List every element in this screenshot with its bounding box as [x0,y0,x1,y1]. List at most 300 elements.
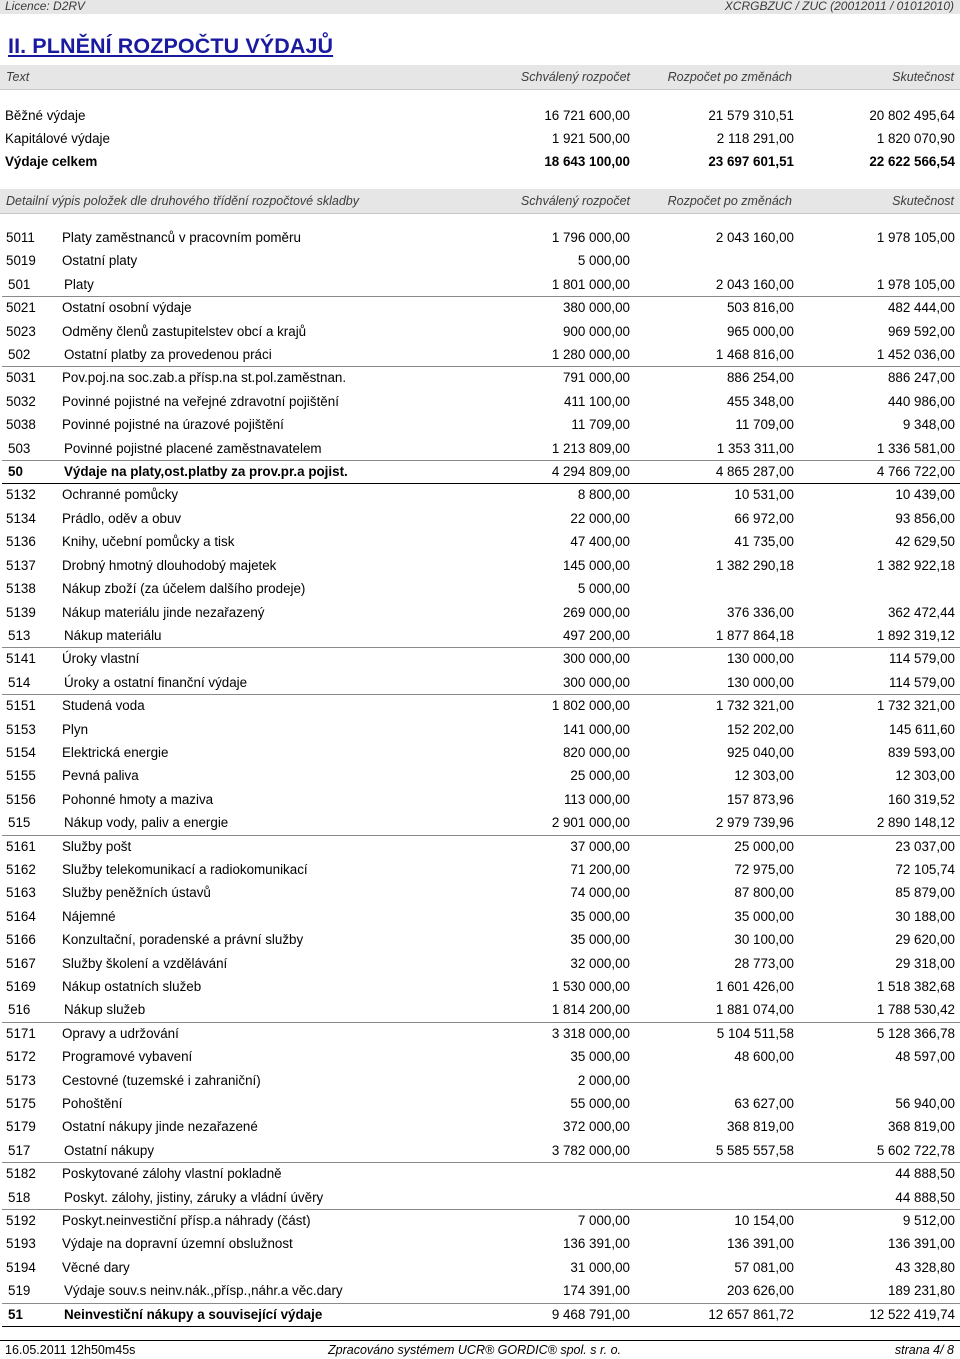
row-approved: 820 000,00 [562,744,630,760]
row-actual: 1 518 382,68 [876,979,955,994]
row-actual: 43 328,80 [895,1259,955,1275]
row-code: 5137 [6,557,36,573]
row-adjusted: 5 585 557,58 [715,1142,794,1158]
row-name: Cestovné (tuzemské i zahraniční) [62,1072,261,1088]
row-approved: 2 000,00 [577,1072,630,1088]
row-actual: 1 978 105,00 [876,230,955,245]
licence-label: Licence: D2RV [5,0,85,13]
row-name: Odměny členů zastupitelstev obcí a krajů [62,323,307,339]
summary-label: Běžné výdaje [5,108,86,123]
row-actual: 30 188,00 [895,908,955,924]
row-adjusted: 1 732 321,00 [715,698,794,714]
row-name: Platy zaměstnanců v pracovním poměru [62,230,301,245]
row-adjusted: 28 773,00 [734,955,794,971]
page-title: II. PLNĚNÍ ROZPOČTU VÝDAJŮ [8,34,334,58]
row-approved: 55 000,00 [570,1096,630,1112]
row-approved: 35 000,00 [570,1049,630,1065]
row-adjusted: 1 468 816,00 [715,347,794,363]
row-adjusted: 12 303,00 [734,768,794,784]
row-code: 513 [8,627,31,643]
row-adjusted: 455 348,00 [726,393,794,409]
page-footer [0,1340,960,1359]
row-name: Služby telekomunikací a radiokomunikací [62,861,308,877]
row-approved: 74 000,00 [570,885,630,901]
table-row [0,532,960,555]
row-adjusted: 2 979 739,96 [715,815,794,831]
row-name: Povinné pojistné placené zaměstnavatelem [64,440,322,456]
table-row [0,228,960,251]
row-code: 5171 [6,1025,36,1041]
row-code: 5153 [6,721,36,737]
row-name: Úroky a ostatní finanční výdaje [64,674,248,690]
report-top-bar [0,0,960,14]
row-name: Nákup zboží (za účelem dalšího prodeje) [62,581,306,597]
row-approved: 141 000,00 [562,721,630,737]
row-approved: 1 213 809,00 [551,440,630,456]
table-subtotal-row [0,345,960,368]
row-adjusted: 87 800,00 [734,885,794,901]
row-code: 5164 [6,908,36,924]
row-adjusted: 368 819,00 [726,1119,794,1135]
row-actual: 362 472,44 [887,604,955,620]
row-code: 5136 [6,534,36,550]
table-row [0,696,960,719]
row-name: Služby peněžních ústavů [62,885,211,901]
row-adjusted: 5 104 511,58 [716,1025,794,1041]
row-code: 5031 [6,370,36,386]
row-adjusted: 203 626,00 [726,1283,794,1299]
row-approved: 35 000,00 [570,908,630,924]
row-code: 502 [8,347,31,363]
row-approved: 900 000,00 [562,323,630,339]
summary-adjusted: 23 697 601,51 [708,154,794,169]
row-actual: 886 247,00 [887,370,955,386]
row-actual: 23 037,00 [895,838,955,854]
summary-header-actual: Skutečnost [892,70,954,84]
row-approved: 1 801 000,00 [551,276,630,292]
summary-label: Výdaje celkem [5,154,98,169]
table-subtotal-row [0,1000,960,1023]
row-name: Drobný hmotný dlouhodobý majetek [62,557,277,573]
row-code: 5182 [6,1166,36,1182]
table-row [0,251,960,274]
row-actual: 5 128 366,78 [876,1025,955,1041]
row-name: Služby školení a vzdělávání [62,955,228,971]
row-code: 501 [8,276,31,292]
row-adjusted: 376 336,00 [726,604,794,620]
row-name: Úroky vlastní [62,651,140,667]
row-actual: 56 940,00 [895,1096,955,1112]
row-name: Pohoštění [62,1096,123,1112]
row-adjusted: 35 000,00 [734,908,794,924]
row-name: Výdaje souv.s neinv.nák.,přísp.,náhr.a věc.dary [64,1283,343,1299]
row-code: 5179 [6,1119,36,1135]
row-approved: 47 400,00 [570,534,630,550]
table-row [0,298,960,321]
row-actual: 48 597,00 [895,1049,955,1065]
detail-header-actual: Skutečnost [892,194,954,208]
row-adjusted: 66 972,00 [734,510,794,526]
row-adjusted: 2 043 160,00 [715,276,794,292]
table-subtotal-row [0,1281,960,1304]
row-name: Nákup materiálu jinde nezařazený [62,604,265,620]
row-code: 5156 [6,791,36,807]
row-actual: 93 856,00 [895,510,955,526]
row-actual: 114 579,00 [888,651,955,667]
row-code: 5175 [6,1096,36,1112]
row-actual: 1 978 105,00 [876,276,955,292]
summary-header-approved: Schválený rozpočet [520,70,630,84]
row-name: Konzultační, poradenské a právní služby [62,932,304,948]
table-row [0,556,960,579]
row-approved: 7 000,00 [577,1213,630,1229]
summary-actual: 20 802 495,64 [869,108,955,123]
row-actual: 482 444,00 [887,300,955,316]
row-actual: 29 318,00 [895,955,955,971]
table-row [0,579,960,602]
summary-adjusted: 21 579 310,51 [708,108,794,123]
row-actual: 42 629,50 [895,534,955,550]
table-row [0,415,960,438]
row-approved: 1 280 000,00 [551,347,630,363]
row-adjusted: 130 000,00 [726,674,794,690]
row-adjusted: 965 000,00 [726,323,794,339]
row-approved: 35 000,00 [570,932,630,948]
summary-approved: 1 921 500,00 [551,131,630,146]
table-row [0,485,960,508]
table-row [0,1071,960,1094]
row-code: 5193 [6,1236,36,1252]
row-adjusted: 48 600,00 [734,1049,794,1065]
table-row [0,368,960,391]
row-name: Ostatní nákupy jinde nezařazené [62,1119,258,1135]
table-row [0,1211,960,1234]
row-code: 516 [8,1002,31,1018]
row-code: 503 [8,440,31,456]
row-approved: 300 000,00 [562,651,630,667]
row-code: 518 [8,1189,31,1205]
row-name: Ostatní osobní výdaje [62,300,192,316]
row-code: 514 [8,674,31,690]
table-row [0,392,960,415]
row-adjusted: 136 391,00 [726,1236,794,1252]
summary-approved: 16 721 600,00 [544,108,630,123]
row-name: Programové vybavení [62,1049,193,1065]
row-approved: 9 468 791,00 [551,1306,630,1322]
row-name: Nákup materiálu [64,627,162,643]
row-approved: 1 802 000,00 [551,698,630,714]
row-approved: 2 901 000,00 [551,815,630,831]
row-approved: 791 000,00 [562,370,630,386]
row-approved: 1 814 200,00 [551,1002,630,1018]
report-code-label: XCRGBZUC / ZUC (20012011 / 01012010) [724,0,954,13]
row-code: 517 [8,1142,31,1158]
row-actual: 9 512,00 [902,1213,955,1229]
row-approved: 372 000,00 [562,1119,630,1135]
row-actual: 29 620,00 [895,932,955,948]
row-name: Povinné pojistné na veřejné zdravotní pojištění [62,393,339,409]
table-row [0,766,960,789]
row-actual: 44 888,50 [895,1189,955,1205]
row-actual: 12 303,00 [895,768,955,784]
row-adjusted: 11 709,00 [735,417,794,433]
row-name: Výdaje na platy,ost.platby za prov.pr.a pojist. [64,464,348,480]
table-row [0,1094,960,1117]
row-adjusted: 4 865 287,00 [715,464,794,480]
row-code: 5161 [6,838,36,854]
row-code: 5194 [6,1259,36,1275]
row-name: Plyn [62,721,89,737]
row-actual: 85 879,00 [895,885,955,901]
row-actual: 969 592,00 [887,323,955,339]
row-actual: 368 819,00 [887,1119,955,1135]
table-subtotal-row [0,1141,960,1164]
row-approved: 136 391,00 [562,1236,630,1252]
row-code: 5169 [6,979,36,994]
row-name: Opravy a udržování [62,1025,179,1041]
row-adjusted: 12 657 861,72 [708,1306,794,1322]
row-approved: 411 100,00 [563,393,630,409]
table-row [0,883,960,906]
row-adjusted: 1 881 074,00 [715,1002,794,1018]
summary-row-current [0,108,960,130]
table-row [0,1024,960,1047]
row-code: 5167 [6,955,36,971]
summary-header-adjusted: Rozpočet po změnách [667,70,792,84]
row-approved: 113 000,00 [563,791,630,807]
row-code: 5032 [6,393,36,409]
summary-label: Kapitálové výdaje [5,131,110,146]
row-name: Elektrická energie [62,744,169,760]
row-adjusted: 503 816,00 [726,300,794,316]
row-actual: 1 892 319,12 [876,627,955,643]
row-actual: 4 766 722,00 [876,464,955,480]
table-subtotal-row [0,439,960,462]
row-adjusted: 886 254,00 [726,370,794,386]
row-name: Pohonné hmoty a maziva [62,791,214,807]
detail-header [0,189,960,214]
row-code: 5134 [6,510,36,526]
row-name: Neinvestiční nákupy a související výdaje [64,1306,323,1322]
row-approved: 5 000,00 [577,581,630,597]
row-actual: 440 986,00 [887,393,955,409]
row-code: 5162 [6,861,36,877]
summary-adjusted: 2 118 291,00 [716,131,794,146]
row-code: 5172 [6,1049,36,1065]
row-adjusted: 1 601 426,00 [715,979,794,994]
row-adjusted: 10 154,00 [734,1213,794,1229]
row-code: 515 [8,815,31,831]
row-actual: 1 382 922,18 [876,557,955,573]
footer-timestamp: 16.05.2011 12h50m45s [5,1343,136,1357]
table-subtotal-row [0,813,960,836]
table-row [0,954,960,977]
row-code: 5163 [6,885,36,901]
row-code: 5011 [6,230,35,245]
table-row [0,649,960,672]
row-actual: 5 602 722,78 [876,1142,955,1158]
row-name: Pevná paliva [62,768,139,784]
table-row [0,790,960,813]
row-actual: 2 890 148,12 [876,815,955,831]
row-code: 5166 [6,932,36,948]
row-name: Prádlo, oděv a obuv [62,510,182,526]
row-name: Ostatní platy [62,253,138,269]
row-actual: 44 888,50 [895,1166,955,1182]
table-row [0,743,960,766]
row-code: 5021 [6,300,36,316]
row-approved: 5 000,00 [577,253,630,269]
summary-actual: 1 820 070,90 [876,131,955,146]
row-name: Služby pošt [62,838,132,854]
row-code: 5173 [6,1072,36,1088]
row-approved: 25 000,00 [570,768,630,784]
footer-page-number: strana 4/ 8 [894,1343,954,1357]
row-actual: 12 522 419,74 [869,1306,955,1322]
row-name: Nájemné [62,908,116,924]
row-adjusted: 10 531,00 [734,487,794,503]
row-adjusted: 72 975,00 [734,861,794,877]
row-name: Nákup ostatních služeb [62,979,202,994]
table-row [0,720,960,743]
row-approved: 1 530 000,00 [551,979,630,994]
row-actual: 160 319,52 [887,791,955,807]
row-code: 5038 [6,417,36,433]
table-row [0,322,960,345]
row-approved: 11 709,00 [571,417,630,433]
row-actual: 9 348,00 [902,417,955,433]
row-code: 519 [8,1283,31,1299]
detail-header-adjusted: Rozpočet po změnách [667,194,792,208]
row-code: 5192 [6,1213,36,1229]
row-approved: 3 318 000,00 [551,1025,630,1041]
row-adjusted: 2 043 160,00 [715,230,794,245]
row-approved: 71 200,00 [570,861,630,877]
summary-header [0,65,960,90]
row-actual: 839 593,00 [887,744,955,760]
row-adjusted: 157 873,96 [726,791,794,807]
row-actual: 1 732 321,00 [876,698,955,714]
row-code: 5141 [6,651,36,667]
row-code: 5154 [6,744,36,760]
row-actual: 72 105,74 [895,861,955,877]
table-row [0,603,960,626]
row-name: Věcné dary [62,1259,130,1275]
row-name: Poskyt.neinvestiční přísp.a náhrady (část) [62,1213,311,1229]
row-approved: 31 000,00 [570,1259,630,1275]
table-row [0,1234,960,1257]
row-code: 5132 [6,487,36,503]
row-adjusted: 41 735,00 [734,534,794,550]
row-approved: 8 800,00 [577,487,630,503]
table-subtotal-row [0,275,960,298]
table-subtotal-row [0,626,960,649]
row-actual: 189 231,80 [887,1283,955,1299]
summary-row-total [0,154,960,176]
detail-header-text: Detailní výpis položek dle druhového třídění rozpočtové skladby [6,194,359,208]
row-name: Výdaje na dopravní územní obslužnost [62,1236,293,1252]
table-row [0,930,960,953]
row-adjusted: 925 040,00 [726,744,794,760]
row-approved: 22 000,00 [570,510,630,526]
row-approved: 497 200,00 [562,627,630,643]
row-approved: 1 796 000,00 [551,230,630,245]
table-subtotal-row [0,1188,960,1211]
row-adjusted: 63 627,00 [734,1096,794,1112]
table-row [0,509,960,532]
footer-processed-by: Zpracováno systémem UCR® GORDIC® spol. s r. o. [328,1343,622,1357]
table-group-total-row [0,462,960,485]
row-approved: 32 000,00 [570,955,630,971]
table-row [0,837,960,860]
table-row [0,1117,960,1140]
row-actual: 10 439,00 [895,487,955,503]
table-row [0,907,960,930]
summary-header-text: Text [6,70,30,84]
row-adjusted: 30 100,00 [734,932,794,948]
row-actual: 1 788 530,42 [876,1002,955,1018]
table-group-total-row [0,1305,960,1328]
row-name: Nákup vody, paliv a energie [64,815,229,831]
summary-approved: 18 643 100,00 [544,154,630,169]
row-approved: 4 294 809,00 [551,464,630,480]
row-adjusted: 1 382 290,18 [715,557,794,573]
row-code: 5138 [6,581,36,597]
row-code: 5139 [6,604,36,620]
row-name: Poskytované zálohy vlastní pokladně [62,1166,282,1182]
row-approved: 174 391,00 [562,1283,630,1299]
row-name: Ochranné pomůcky [62,487,179,503]
row-name: Pov.poj.na soc.zab.a přísp.na st.pol.zaměstnan. [62,370,347,386]
row-approved: 145 000,00 [562,557,630,573]
row-adjusted: 25 000,00 [734,838,794,854]
detail-header-approved: Schválený rozpočet [520,194,630,208]
row-name: Ostatní platby za provedenou práci [64,347,272,363]
row-name: Povinné pojistné na úrazové pojištění [62,417,284,433]
summary-row-capital [0,131,960,153]
row-code: 5155 [6,768,36,784]
row-name: Studená voda [62,698,145,714]
row-approved: 3 782 000,00 [551,1142,630,1158]
table-row [0,977,960,1000]
row-adjusted: 130 000,00 [726,651,794,667]
row-approved: 269 000,00 [562,604,630,620]
row-code: 50 [8,464,23,480]
row-name: Knihy, učební pomůcky a tisk [62,534,235,550]
summary-actual: 22 622 566,54 [869,154,955,169]
table-row [0,1258,960,1281]
table-row [0,1164,960,1187]
row-code: 5019 [6,253,36,269]
table-subtotal-row [0,673,960,696]
row-actual: 145 611,60 [888,721,955,737]
row-name: Platy [64,276,94,292]
row-name: Poskyt. zálohy, jistiny, záruky a vládní úvěry [64,1189,324,1205]
row-actual: 1 452 036,00 [876,347,955,363]
row-approved: 300 000,00 [562,674,630,690]
row-adjusted: 152 202,00 [726,721,794,737]
row-code: 5151 [6,698,36,714]
row-name: Nákup služeb [64,1002,146,1018]
row-actual: 114 579,00 [888,674,955,690]
row-approved: 380 000,00 [562,300,630,316]
row-name: Ostatní nákupy [64,1142,155,1158]
row-actual: 1 336 581,00 [876,440,955,456]
detail-table [0,228,960,1328]
table-row [0,1047,960,1070]
row-approved: 37 000,00 [570,838,630,854]
row-code: 5023 [6,323,36,339]
